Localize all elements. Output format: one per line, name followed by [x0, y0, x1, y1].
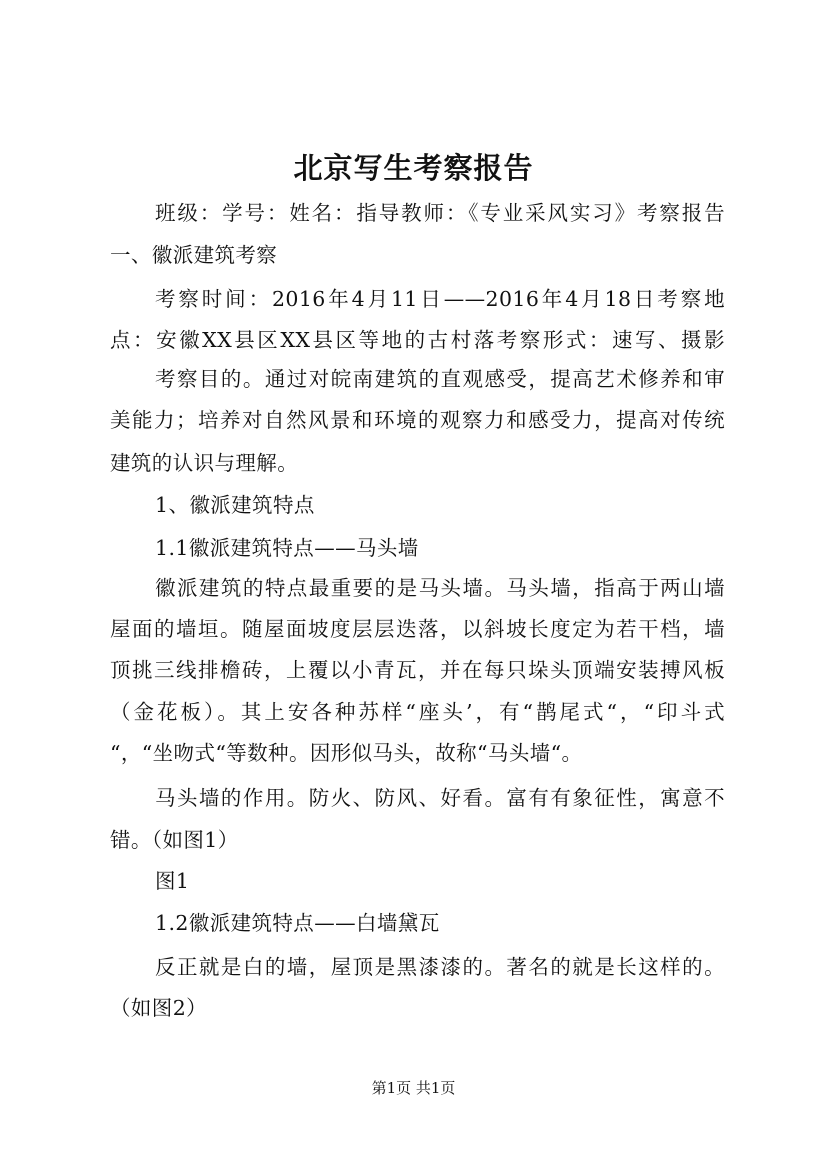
paragraph-line: 点：安徽XX县区XX县区等地的古村落考察形式：速写、摄影: [110, 328, 725, 352]
section-heading: 一、徽派建筑考察: [110, 243, 278, 267]
figure-caption: 图1: [155, 869, 190, 893]
paragraph-line: （如图2）: [110, 996, 208, 1020]
paragraph-line: 屋面的墙垣。随屋面坡度层层迭落，以斜坡长度定为若干档，墙: [110, 617, 725, 641]
subsection-heading: 1.2徽派建筑特点——白墙黛瓦: [155, 911, 440, 935]
paragraph-line: 美能力；培养对自然风景和环境的观察力和感受力，提高对传统: [110, 408, 725, 432]
paragraph-line: “，“坐吻式“等数种。因形似马头，故称“马头墙“。: [110, 741, 583, 765]
paragraph-line: 顶挑三线排檐砖，上覆以小青瓦，并在每只垛头顶端安装搏风板: [110, 658, 725, 682]
page-footer: 第1页 共1页: [371, 1079, 456, 1097]
paragraph-line: 反正就是白的墙，屋顶是黑漆漆的。著名的就是长这样的。: [155, 955, 725, 979]
document-title: 北京写生考察报告: [293, 151, 534, 185]
paragraph-line: 徽派建筑的特点最重要的是马头墙。马头墙，指高于两山墙: [155, 576, 725, 600]
subsection-heading: 1、徽派建筑特点: [155, 493, 315, 517]
paragraph-line: 错。（如图1）: [110, 828, 239, 852]
subsection-heading: 1.1徽派建筑特点——马头墙: [155, 536, 419, 560]
paragraph-line: 建筑的认识与理解。: [110, 451, 299, 475]
paragraph-line: 马头墙的作用。防火、防风、好看。富有有象征性，寓意不: [155, 786, 725, 810]
paragraph-line: （金花板）。其上安各种苏样“座头’，有“鹊尾式“，“印斗式: [110, 700, 725, 724]
paragraph-line: 考察时间：2016年4月11日——2016年4月18日考察地: [155, 287, 725, 311]
paragraph-line: 考察目的。通过对皖南建筑的直观感受，提高艺术修养和审: [155, 367, 725, 391]
paragraph-line: 班级：学号：姓名：指导教师：《专业采风实习》考察报告: [155, 201, 725, 225]
